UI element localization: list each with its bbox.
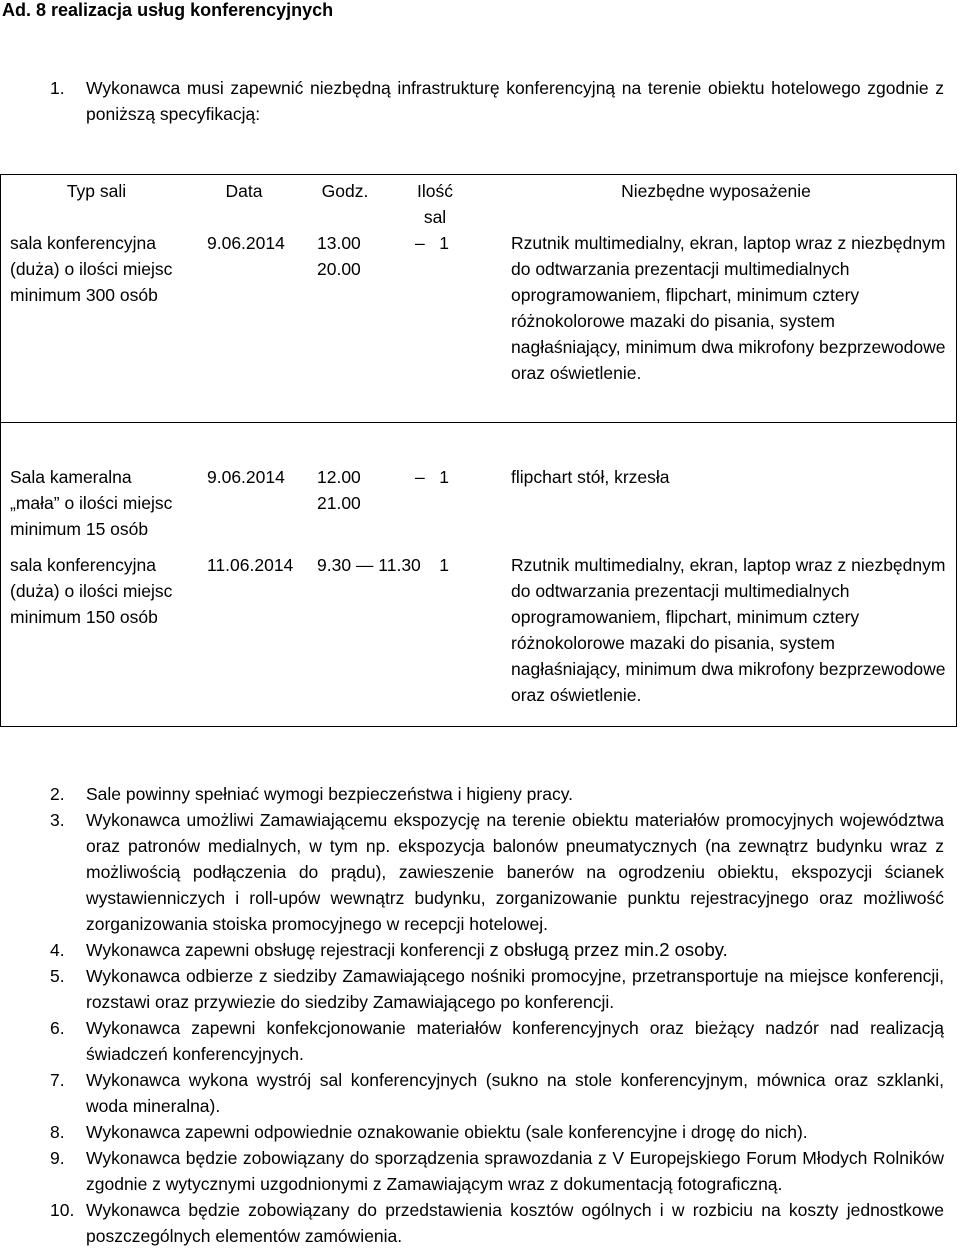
list-item xyxy=(0,937,960,963)
cell-data: 11.06.2014 xyxy=(207,555,294,575)
list-item xyxy=(0,807,960,937)
item-number: 8. xyxy=(50,1122,65,1142)
cell-godz: 9.30 — 11.30 xyxy=(317,555,421,575)
item-number: 3. xyxy=(50,810,65,830)
item-text: Wykonawca będzie zobowiązany do przedstawienia kosztów ogólnych i w rozbiciu na koszty jednostkowe poszczególnych elementów zamówienia. xyxy=(86,1200,944,1246)
item-text xyxy=(86,937,944,963)
cell-ilosc: 1 xyxy=(439,233,449,253)
item-text: Wykonawca odbierze z siedziby Zamawiającego nośniki promocyjne, przetransportuje na miejsce konferencji, rozstawi oraz przywiezie do siedziby Zamawiającego po konferencji. xyxy=(86,966,944,1012)
cell-typ: sala konferencyjna (duża) o ilości miejsc minimum 150 osób xyxy=(10,555,173,627)
item-number: 5. xyxy=(50,966,65,986)
item-text-main: Wykonawca zapewni obsługę rejestracji konferencji xyxy=(86,940,485,960)
cell-data: 9.06.2014 xyxy=(207,233,285,253)
requirements-list xyxy=(0,781,960,1249)
table-row xyxy=(0,552,957,734)
list-item xyxy=(0,1119,960,1145)
list-item xyxy=(0,1067,960,1119)
godz-value: 13.00 20.00 xyxy=(317,233,361,279)
list-item xyxy=(0,1145,960,1197)
item-text: Wykonawca wykona wystrój sal konferencyjnych (sukno na stole konferencyjnym, mównica oraz szklanki, woda mineralna). xyxy=(86,1070,944,1116)
cell-wyposazenie: Rzutnik multimedialny, ekran, laptop wraz z niezbędnym do odtwarzania prezentacji multimedialnych oprogramowaniem, flipchart, minimum cztery różnokolorowe mazaki do pisania, system nagłaśniający, minimum dwa mikrofony bezprzewodowe oraz oświetlenie. xyxy=(511,233,946,383)
item-text: Wykonawca zapewni konfekcjonowanie materiałów konferencyjnych oraz bieżący nadzór nad realizacją świadczeń konferencyjnych. xyxy=(86,1018,944,1064)
header-godz: Godz. xyxy=(321,181,369,201)
dash-mark: – xyxy=(415,467,425,487)
cell-typ: sala konferencyjna (duża) o ilości miejsc minimum 300 osób xyxy=(10,233,173,305)
cell-ilosc: 1 xyxy=(439,555,449,575)
dash-mark: – xyxy=(415,233,425,253)
item-number: 9. xyxy=(50,1148,65,1168)
cell-data: 9.06.2014 xyxy=(207,467,285,487)
item-number: 7. xyxy=(50,1070,65,1090)
item-text: Wykonawca umożliwi Zamawiającemu ekspozycję na terenie obiektu materiałów promocyjnych województwa oraz patronów medialnych, w tym np. ekspozycja balonów pneumatycznych (na zewnątrz budynku wraz z możliwością podłączenia do prądu), zawieszenie banerów na ogrodzeniu obiektu, ekspozycji ścianek wystawienniczych i roll-upów wewnątrz budynku, zorganizowanie punktu rejestracyjnego oraz możliwość zorganizowania stoiska promocyjnego w recepcji hotelowej. xyxy=(86,810,944,934)
list-item xyxy=(0,1197,960,1249)
item-number: 2. xyxy=(50,784,65,804)
cell-typ: Sala kameralna „mała” o ilości miejsc minimum 15 osób xyxy=(10,467,173,539)
item-text: Sale powinny spełniać wymogi bezpieczeństwa i higieny pracy. xyxy=(86,784,574,804)
spec-table xyxy=(0,174,957,734)
table-row xyxy=(0,230,957,448)
item-number: 10. xyxy=(50,1200,75,1220)
header-ilosc: Ilość sal xyxy=(417,181,453,227)
item-text: Wykonawca zapewni odpowiednie oznakowanie obiektu (sale konferencyjne i drogę do nich). xyxy=(86,1122,808,1142)
item-text: Wykonawca będzie zobowiązany do sporządzenia sprawozdania z V Europejskiego Forum Młodych Rolników zgodnie z wytycznymi uzgodnionymi z Zamawiającym wraz z dokumentacją fotograficzną. xyxy=(86,1148,944,1194)
intro-text: Wykonawca musi zapewnić niezbędną infrastrukturę konferencyjną na terenie obiektu hotelowego zgodnie z poniższą specyfikacją: xyxy=(86,78,944,124)
cell-wyposazenie: flipchart stół, krzesła xyxy=(511,467,670,487)
item-number: 6. xyxy=(50,1018,65,1038)
list-item xyxy=(0,1015,960,1067)
item-number: 4. xyxy=(50,940,65,960)
section-heading: Ad. 8 realizacja usług konferencyjnych xyxy=(2,0,334,20)
cell-godz xyxy=(295,448,425,552)
header-data: Data xyxy=(225,181,263,201)
cell-ilosc: 1 xyxy=(439,467,449,487)
table-row xyxy=(0,448,957,552)
header-typ: Typ sali xyxy=(66,181,127,201)
intro-number: 1. xyxy=(50,78,65,98)
table-header-row xyxy=(0,174,957,230)
item-text-emphasis: z obsługą przez min.2 osoby. xyxy=(489,939,728,960)
header-wyposazenie: Niezbędne wyposażenie xyxy=(621,181,811,201)
godz-value: 12.00 21.00 xyxy=(317,467,361,513)
cell-godz xyxy=(295,230,425,448)
cell-wyposazenie: Rzutnik multimedialny, ekran, laptop wraz z niezbędnym do odtwarzania prezentacji multimedialnych oprogramowaniem, flipchart, minimum cztery różnokolorowe mazaki do pisania, system nagłaśniający, minimum dwa mikrofony bezprzewodowe oraz oświetlenie. xyxy=(511,555,946,705)
list-item xyxy=(0,781,960,807)
list-item xyxy=(0,963,960,1015)
